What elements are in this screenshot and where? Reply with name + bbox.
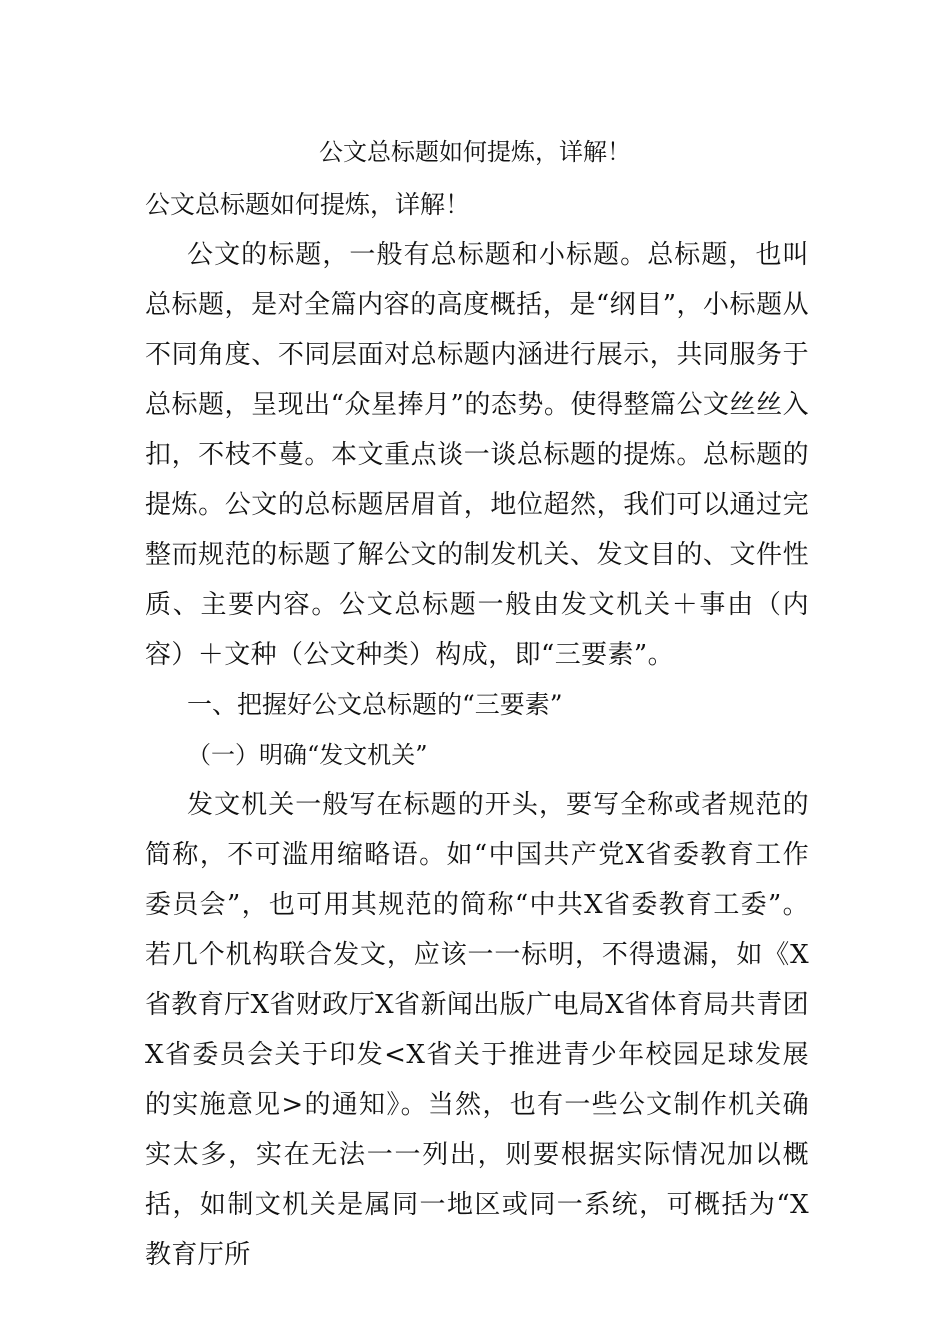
- document-title: 公文总标题如何提炼，详解！: [319, 138, 631, 166]
- intro-paragraph: 公文的标题，一般有总标题和小标题。总标题，也叫总标题，是对全篇内容的高度概括，是“纲目”，小标题从不同角度、不同层面对总标题内涵进行展示，共同服务于总标题，呈现出“众星捧月”的态势。使得整篇公文丝丝入扣，不枝不蔓。本文重点谈一谈总标题的提炼。总标题的提炼。公文的总标题居眉首，地位超然，我们可以通过完整而规范的标题了解公文的制发机关、发文目的、文件性质、主要内容。公文总标题一般由发文机关＋事由（内容）＋文种（公文种类）构成，即“三要素”。: [145, 240, 809, 670]
- document-body: [145, 180, 809, 1280]
- subsection-heading: （一）明确“发文机关”: [187, 741, 428, 769]
- section-heading: 一、把握好公文总标题的“三要素”: [187, 690, 563, 719]
- repeated-title: 公文总标题如何提炼，详解！: [145, 190, 471, 219]
- issuing-authority-paragraph: 发文机关一般写在标题的开头，要写全称或者规范的简称，不可滥用缩略语。如“中国共产党X省委教育工作委员会”，也可用其规范的简称“中共X省委教育工委”。若几个机构联合发文，应该一一标明，不得遗漏，如《X省教育厅X省财政厅X省新闻出版广电局X省体育局共青团X省委员会关于印发<X省关于推进青少年校园足球发展的实施意见>的通知》。当然，也有一些公文制作机关确实太多，实在无法一一列出，则要根据实际情况加以概括，如制文机关是属同一地区或同一系统，可概括为“X教育厅所: [145, 790, 809, 1270]
